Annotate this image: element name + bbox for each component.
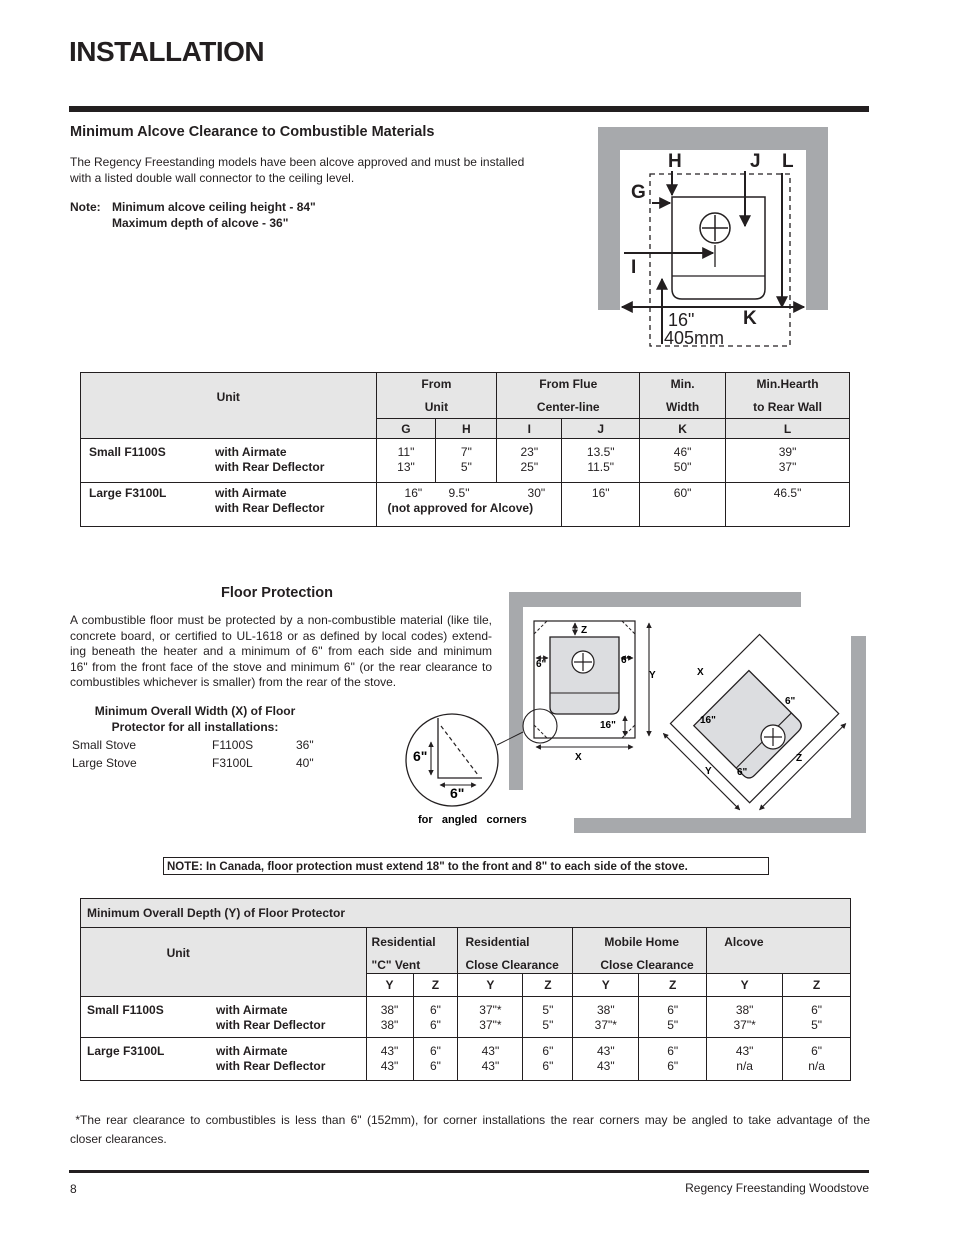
detail-six-vertical: 6" <box>413 748 428 764</box>
table1-variant: with Rear Deflector <box>215 501 325 515</box>
width-stove-name: Large Stove <box>72 756 137 770</box>
table1-unit-header: Unit <box>216 389 240 404</box>
page-title: INSTALLATION <box>69 36 265 67</box>
table1-group-header: Width <box>666 400 700 414</box>
table1-group-header: to Rear Wall <box>753 400 822 414</box>
alcove-note-line: Minimum alcove ceiling height - 84" <box>112 200 316 214</box>
table-row <box>81 1038 851 1081</box>
width-stove-name: Small Stove <box>72 738 137 752</box>
diagram-letter-j: J <box>750 151 761 172</box>
table2-cell: 6" <box>430 1059 441 1073</box>
detail-six-horizontal: 6" <box>450 785 465 801</box>
table2-cell: 6" <box>667 1003 679 1017</box>
table2-cell: 6" <box>430 1018 441 1032</box>
table2-cell: 5" <box>667 1018 679 1032</box>
floor-paragraph-line: 16" from the front face of the stove and minimum 6" (or the rear clearance to <box>70 659 492 674</box>
table2-cell: 43" <box>380 1059 399 1073</box>
diagram-letter-l: L <box>782 151 794 172</box>
table2-subheader: Y <box>573 974 639 997</box>
table2-cell: 37"* <box>594 1018 617 1032</box>
table2-variant: with Airmate <box>216 1003 288 1017</box>
table2-cell: 37"* <box>479 1018 502 1032</box>
stove-body <box>672 197 765 299</box>
floor-protection-diagram <box>400 590 870 835</box>
width-stove-model: F1100S <box>212 738 254 752</box>
page-number: 8 <box>70 1182 77 1196</box>
list-item <box>72 756 332 774</box>
floor-paragraph-line: ing beneath the heater and a minimum of 6" from each side and minimum <box>70 644 492 658</box>
table2-group-header: Residential <box>371 935 436 949</box>
label-y: Y <box>649 670 656 681</box>
table1-group-header: Min. <box>670 377 695 391</box>
width-title-line: Protector for all installations: <box>111 719 279 734</box>
alcove-heading: Minimum Alcove Clearance to Combustible Materials <box>70 124 435 140</box>
table1-unit-name: Large F3100L <box>89 486 167 500</box>
table2-cell: 6" <box>542 1044 554 1058</box>
table2-group-header: Close Clearance <box>600 958 694 972</box>
table2-subheader: Z <box>783 974 851 997</box>
diagram-letter-i: I <box>631 257 637 278</box>
width-table-title <box>75 704 315 735</box>
table1-group-header: From Flue <box>539 377 598 391</box>
table1-subheader: J <box>562 419 640 439</box>
table1-variant: with Airmate <box>215 445 287 459</box>
table1-cell: 30" <box>527 486 546 500</box>
table1-subheader: H <box>436 419 497 439</box>
table2-cell: n/a <box>808 1059 825 1073</box>
alcove-paragraph-line: The Regency Freestanding models have been alcove approved and must be installed <box>70 155 525 169</box>
table1-cell: 13" <box>397 460 415 474</box>
corner-label-six-bottom: 6" <box>737 767 748 778</box>
floor-paragraph-line: A combustible floor must be protected by a non-combustible material (like tile, <box>70 613 492 627</box>
table2-cell: 43" <box>596 1044 615 1058</box>
table2-cell: 6" <box>667 1059 679 1073</box>
width-title-line: Minimum Overall Width (X) of Floor <box>94 704 296 718</box>
table2-subheader: Y <box>707 974 783 997</box>
table2-cell: 38" <box>735 1003 754 1017</box>
table1-cell: 16" <box>562 483 640 527</box>
table1-cell: 16" <box>404 486 423 500</box>
table2-cell: 5" <box>542 1018 554 1032</box>
table2-cell: 38" <box>380 1018 399 1032</box>
table1-group-header: Center-line <box>536 400 600 414</box>
table2-subheader: Z <box>413 974 458 997</box>
alcove-paragraph-line: with a listed double wall connector to the ceiling level. <box>70 170 355 185</box>
table2-group-header: Alcove <box>724 935 764 949</box>
table1-group-header: From <box>421 377 452 391</box>
table1-subheader: L <box>726 419 850 439</box>
table1-cell: 46.5" <box>726 483 850 527</box>
list-item <box>72 738 332 756</box>
table-row <box>81 439 850 483</box>
table2-variant: with Rear Deflector <box>216 1018 326 1032</box>
table2-subheader: Y <box>366 974 413 997</box>
label-six-left: 6" <box>536 659 547 670</box>
table1-subheader: K <box>640 419 726 439</box>
diagram-dim-mm: 405mm <box>664 328 725 348</box>
table2-cell: 43" <box>481 1044 500 1058</box>
alcove-note-label: Note: <box>70 200 101 214</box>
table2-cell: 5" <box>811 1018 822 1032</box>
table1-group-header: Unit <box>424 400 449 414</box>
width-stove-value: 40" <box>296 756 314 770</box>
corner-label-sixteen: 16" <box>700 715 716 726</box>
table2-cell: 43" <box>596 1059 615 1073</box>
table2-group-header: Residential <box>465 935 530 949</box>
alcove-clearance-diagram <box>598 127 830 349</box>
table2-variant: with Airmate <box>216 1044 288 1058</box>
table1-not-approved-note: (not approved for Alcove) <box>387 501 534 515</box>
footer-doc-title: Regency Freestanding Woodstove <box>685 1181 869 1195</box>
table2-group-header: Close Clearance <box>465 958 559 972</box>
table2-unit-name: Small F1100S <box>87 1003 164 1017</box>
table2-cell: 38" <box>380 1003 399 1017</box>
stove-front <box>550 637 619 714</box>
table1-cell: 37" <box>778 460 797 474</box>
table1-cell: 13.5" <box>586 445 615 459</box>
table2-group-header: "C" Vent <box>371 958 421 972</box>
table-row <box>81 997 851 1038</box>
table2-unit-header: Unit <box>166 946 190 960</box>
corner-label-z: Z <box>796 753 803 764</box>
footnote-line: closer clearances. <box>70 1132 167 1146</box>
table2-cell: 5" <box>542 1003 554 1017</box>
table2-cell: 6" <box>430 1003 441 1017</box>
table1-group-header: Min.Hearth <box>756 377 819 391</box>
table2-group-header: Mobile Home <box>604 935 679 949</box>
table2-cell: 43" <box>380 1044 399 1058</box>
alcove-note <box>112 200 316 231</box>
table2-cell: 37"* <box>479 1003 502 1017</box>
label-six-right: 6" <box>621 655 632 666</box>
footnote-line: *The rear clearance to combustibles is less than 6" (152mm), for corner installations the rear corners may be angled to take advantage of the <box>70 1113 870 1127</box>
label-x: X <box>575 752 582 763</box>
table1-unit-name: Small F1100S <box>89 445 166 459</box>
table2-cell: 38" <box>596 1003 615 1017</box>
corner-label-x: X <box>697 667 704 678</box>
table1-cell: 11" <box>397 445 415 459</box>
table1-cell: 39" <box>778 445 797 459</box>
table1-cell: 5" <box>460 460 472 474</box>
diagram-letter-g: G <box>631 182 646 203</box>
label-sixteen: 16" <box>600 720 616 731</box>
table2-cell: n/a <box>736 1059 753 1073</box>
table2-subheader: Y <box>458 974 523 997</box>
angled-corners-caption: for angled corners <box>418 814 527 826</box>
table2-subheader: Z <box>523 974 573 997</box>
table1-subheader: G <box>376 419 436 439</box>
table1-subheader: I <box>497 419 562 439</box>
table2-cell: 6" <box>811 1003 822 1017</box>
diagram-letter-h: H <box>668 151 682 172</box>
table2-cell: 6" <box>667 1044 679 1058</box>
floor-paragraph-line: combustibles whichever is smaller) from the rear of the stove. <box>70 675 397 689</box>
table1-cell: 7" <box>460 445 472 459</box>
table1-cell: 11.5" <box>587 460 615 474</box>
corner-label-six-top: 6" <box>785 696 796 707</box>
table1-cell: 25" <box>520 460 539 474</box>
table1-variant: with Rear Deflector <box>215 460 325 474</box>
diagram-letter-k: K <box>743 308 757 329</box>
footer-rule <box>69 1170 869 1173</box>
footnote <box>70 1111 870 1149</box>
table2-variant: with Rear Deflector <box>216 1059 326 1073</box>
table1-cell: 9.5" <box>448 486 470 500</box>
table1-cell: 50" <box>673 460 692 474</box>
table1-variant: with Airmate <box>215 486 287 500</box>
table1-cell: 23" <box>520 445 539 459</box>
table2-cell: 6" <box>811 1044 822 1058</box>
table2-title: Minimum Overall Depth (Y) of Floor Protector <box>81 899 851 928</box>
table2-cell: 6" <box>430 1044 441 1058</box>
alcove-clearance-table <box>80 372 850 527</box>
table2-unit-name: Large F3100L <box>87 1044 165 1058</box>
table2-cell: 37"* <box>733 1018 756 1032</box>
table1-cell: 60" <box>640 483 726 527</box>
table2-cell: 6" <box>542 1059 554 1073</box>
width-list <box>72 738 332 774</box>
floor-paragraph-line: concrete board, or certified to UL-1618 or as defined by local codes) extend- <box>70 628 492 643</box>
table2-subheader: Z <box>639 974 707 997</box>
alcove-note-line: Maximum depth of alcove - 36" <box>112 215 289 230</box>
width-stove-value: 36" <box>296 738 314 752</box>
table2-cell: 43" <box>481 1059 500 1073</box>
header-rule <box>69 106 869 112</box>
floor-heading: Floor Protection <box>221 585 333 601</box>
table2-cell: 43" <box>735 1044 754 1058</box>
table1-cell: 46" <box>673 445 692 459</box>
diagram-dim-inches: 16" <box>668 310 695 330</box>
table-row <box>81 483 850 527</box>
floor-depth-table <box>80 898 851 1081</box>
label-z: Z <box>581 625 588 636</box>
corner-label-y: Y <box>705 766 712 777</box>
canada-note: NOTE: In Canada, floor protection must extend 18" to the front and 8" to each side of the stove. <box>163 857 769 875</box>
alcove-paragraph <box>70 155 570 186</box>
width-stove-model: F3100L <box>212 756 253 770</box>
